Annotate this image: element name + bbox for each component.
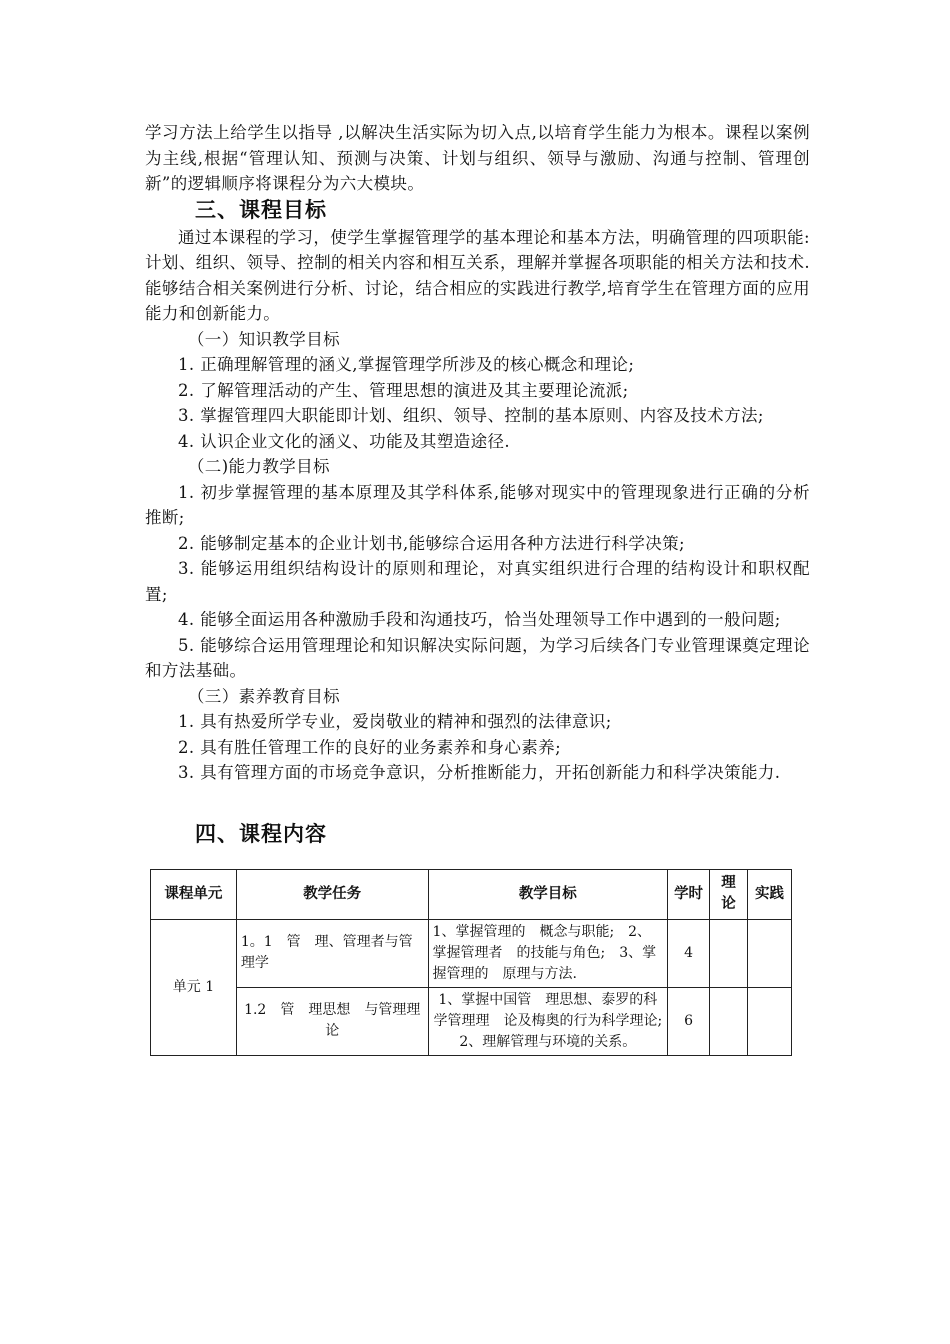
header-goal: 教学目标 (428, 869, 668, 919)
knowledge-item-4: 4. 认识企业文化的涵义、功能及其塑造途径. (178, 431, 511, 451)
ability-item-2: 2. 能够制定基本的企业计划书,能够综合运用各种方法进行科学决策; (178, 533, 685, 553)
section-3-heading: 三、课程目标 (195, 197, 327, 222)
quality-item-3: 3. 具有管理方面的市场竞争意识，分析推断能力，开拓创新能力和科学决策能力. (178, 763, 781, 782)
quality-item-2: 2. 具有胜任管理工作的良好的业务素养和身心素养; (178, 737, 562, 757)
ability-objectives-heading: （二)能力教学目标 (187, 457, 330, 476)
goal-cell: 1、掌握管理的 概念与职能; 2、掌握管理者 的技能与角色; 3、掌握管理的 原理与方法. (428, 919, 668, 987)
knowledge-item-2: 2. 了解管理活动的产生、管理思想的演进及其主要理论流派; (178, 380, 629, 400)
header-theory: 理论 (710, 869, 748, 919)
task-cell: 1。1 管 理、管理者与管理学 (236, 919, 428, 987)
quality-item-1: 1. 具有热爱所学专业，爱岗敬业的精神和强烈的法律意识; (178, 712, 612, 731)
hours-cell: 4 (668, 919, 710, 987)
knowledge-item-3: 3. 掌握管理四大职能即计划、组织、领导、控制的基本原则、内容及技术方法; (178, 406, 764, 425)
unit-cell: 单元 1 (151, 919, 237, 1055)
knowledge-item-1: 1. 正确理解管理的涵义,掌握管理学所涉及的核心概念和理论; (178, 355, 635, 374)
ability-item-3: 3. 能够运用组织结构设计的原则和理论，对真实组织进行合理的结构设计和职权配置; (145, 559, 810, 604)
table-header-row (151, 869, 792, 919)
course-content-table (150, 869, 792, 1056)
document-page (145, 120, 810, 1056)
ability-item-4: 4. 能够全面运用各种激励手段和沟通技巧，恰当处理领导工作中遇到的一般问题; (178, 610, 781, 629)
header-unit: 课程单元 (151, 869, 237, 919)
practice-cell (748, 919, 792, 987)
table-row (151, 919, 792, 987)
ability-item-1: 1. 初步掌握管理的基本原理及其学科体系,能够对现实中的管理现象进行正确的分析推断; (145, 482, 810, 527)
header-practice: 实践 (748, 869, 792, 919)
theory-cell (710, 987, 748, 1055)
header-hours: 学时 (668, 869, 710, 919)
goal-cell: 1、掌握中国管 理思想、泰罗的科学管理理 论及梅奥的行为科学理论; 2、理解管理与环境的关系。 (428, 987, 668, 1055)
objectives-overview: 通过本课程的学习，使学生掌握管理学的基本理论和基本方法，明确管理的四项职能:计划、组织、领导、控制的相关内容和相互关系，理解并掌握各项职能的相关方法和技术.能够结合相关案例进行分析、讨论，结合相应的实践进行教学,培育学生在管理方面的应用能力和创新能力。 (145, 227, 810, 323)
theory-cell (710, 919, 748, 987)
section-4-heading: 四、课程内容 (195, 821, 327, 846)
ability-item-5: 5. 能够综合运用管理理论和知识解决实际问题，为学习后续各门专业管理课奠定理论和方法基础。 (145, 635, 810, 680)
quality-objectives-heading: （三）素养教育目标 (187, 686, 340, 706)
header-task: 教学任务 (236, 869, 428, 919)
practice-cell (748, 987, 792, 1055)
knowledge-objectives-heading: （一）知识教学目标 (187, 329, 340, 349)
hours-cell: 6 (668, 987, 710, 1055)
table-row (151, 987, 792, 1055)
task-cell: 1.2 管 理思想 与管理理论 (236, 987, 428, 1055)
intro-paragraph: 学习方法上给学生以指导 ,以解决生活实际为切入点,以培育学生能力为根本。课程以案例为主线,根据“管理认知、预测与决策、计划与组织、领导与激励、沟通与控制、管理创新”的逻辑顺序将课程分为六大模块。 (145, 123, 810, 193)
